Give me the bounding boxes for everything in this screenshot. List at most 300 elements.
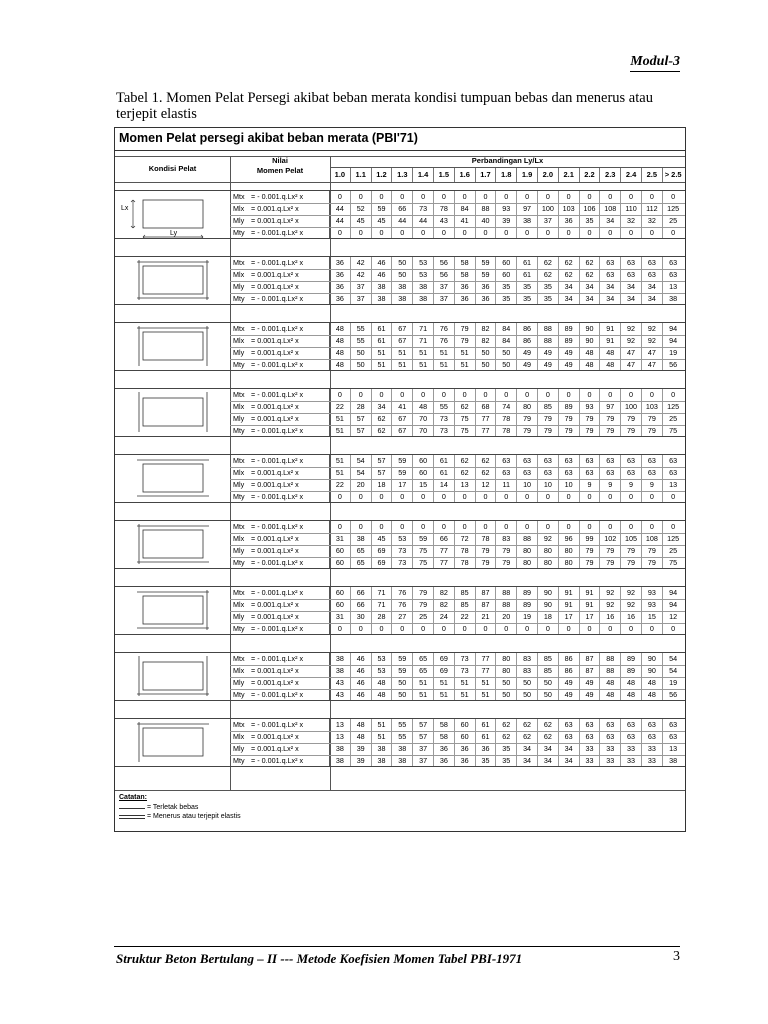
moment-value: 80 [496,653,517,665]
moment-row [230,587,684,599]
plate-condition-group [115,520,685,569]
moment-value: 62 [372,425,393,437]
moment-name: Mlx [233,600,245,609]
moment-row [230,257,684,269]
moment-value: 0 [434,521,455,533]
moment-value: 59 [372,203,393,215]
header-bottom-rule [115,182,685,183]
moment-value: 0 [538,389,559,401]
moment-value: 63 [669,270,678,279]
moment-value: 0 [330,191,351,203]
moment-value: 54 [351,467,372,479]
legend-item-free [119,803,241,812]
moment-value: 54 [669,666,678,675]
moment-value: 50 [538,677,559,689]
moment-value: 62 [517,731,538,743]
moment-value: 33 [600,743,621,755]
moment-value: 62 [580,257,601,269]
ratio-header-cell: 1.3 [392,168,413,182]
moment-value: 51 [476,689,497,701]
moment-value: 0 [392,491,413,503]
moment-value: 79 [413,587,434,599]
moment-formula: = - 0.001.q.Lx² x [251,258,304,267]
moment-value: 93 [496,203,517,215]
moment-value: 70 [413,425,434,437]
moment-value: 76 [434,323,455,335]
moment-name: Mty [233,756,245,765]
moment-value: 0 [600,623,621,635]
moment-value: 57 [413,719,434,731]
moment-value: 37 [413,755,434,767]
moment-value: 0 [600,389,621,401]
moment-value: 93 [580,401,601,413]
moment-value: 63 [642,455,663,467]
moment-value: 75 [669,426,678,435]
moment-value: 57 [351,413,372,425]
moment-value: 42 [351,269,372,281]
row-divider [230,293,685,294]
moment-value: 0 [372,389,393,401]
moment-value: 34 [538,755,559,767]
moment-value: 17 [392,479,413,491]
moment-value: 80 [559,545,580,557]
moment-value: 48 [580,359,601,371]
moment-label [230,215,330,227]
moment-label [230,203,330,215]
moment-value: 63 [580,731,601,743]
plate-support-icon [115,257,230,305]
moment-value: 15 [642,611,663,623]
moment-value: 36 [330,293,351,305]
moment-value: 0 [392,389,413,401]
moment-value: 87 [580,653,601,665]
moment-value: 54 [351,455,372,467]
moment-value: 58 [434,731,455,743]
row-divider [230,689,685,690]
moment-value: 94 [669,336,678,345]
moment-value: 57 [372,467,393,479]
moment-value: 45 [372,533,393,545]
moment-value: 79 [538,413,559,425]
moment-row [230,467,684,479]
moment-value: 48 [642,677,663,689]
moment-value: 75 [455,413,476,425]
moment-value: 63 [642,719,663,731]
moment-value: 35 [496,293,517,305]
moment-value: 75 [669,558,678,567]
moment-name: Mly [233,216,245,225]
moment-name: Mtx [233,324,245,333]
moment-value: 38 [330,743,351,755]
moment-value: 77 [476,665,497,677]
row-divider [230,755,685,756]
moment-value: 66 [351,599,372,611]
moment-value: 87 [476,599,497,611]
plate-condition-group [115,718,685,767]
moment-value: 30 [351,611,372,623]
moment-value: 43 [434,215,455,227]
moment-value: 0 [580,389,601,401]
moment-value: 43 [330,677,351,689]
plate-support-icon [115,455,230,503]
moment-value: 48 [600,689,621,701]
ratio-header-cell: 1.2 [372,168,393,182]
moment-value: 67 [392,425,413,437]
moment-value: 37 [538,215,559,227]
moment-value: 47 [642,347,663,359]
moment-value: 100 [538,203,559,215]
moment-value: 50 [476,359,497,371]
moment-value: 0 [434,623,455,635]
moment-name: Mty [233,426,245,435]
moment-value: 79 [600,413,621,425]
moment-value: 32 [642,215,663,227]
moment-formula: = 0.001.q.Lx² x [251,744,299,753]
moment-value: 44 [330,203,351,215]
moment-value: 22 [455,611,476,623]
moment-value: 79 [642,557,663,569]
moment-value: 34 [559,755,580,767]
moment-value: 0 [351,521,372,533]
moment-value: 79 [455,335,476,347]
moment-value: 13 [330,731,351,743]
moment-value: 0 [538,491,559,503]
moment-value: 51 [434,677,455,689]
moment-name: Mlx [233,468,245,477]
moment-formula: = - 0.001.q.Lx² x [251,192,304,201]
moment-formula: = 0.001.q.Lx² x [251,402,299,411]
moment-value: 61 [434,455,455,467]
moment-value: 50 [496,677,517,689]
moment-row [230,347,684,359]
moment-row [230,191,684,203]
moment-value: 91 [559,587,580,599]
moment-value: 63 [642,257,663,269]
moment-value: 79 [580,545,601,557]
moment-value: 108 [600,203,621,215]
moment-formula: = 0.001.q.Lx² x [251,282,299,291]
row-divider [230,611,685,612]
moment-value: 0 [413,491,434,503]
moment-value: 0 [559,389,580,401]
moment-value: 86 [517,335,538,347]
moment-value: 62 [538,731,559,743]
moment-value: 38 [392,293,413,305]
moment-value: 55 [392,731,413,743]
moment-value: 63 [642,731,663,743]
moment-label [230,677,330,689]
plate-support-icon [115,323,230,371]
moment-row [230,281,684,293]
moment-value: 0 [600,491,621,503]
moment-row [230,335,684,347]
moment-value: 82 [434,587,455,599]
moment-value: 36 [455,743,476,755]
moment-value: 90 [580,323,601,335]
moment-value: 49 [559,359,580,371]
header-nilai-line1: Nilai [272,156,288,165]
moment-row [230,719,684,731]
moment-value: 80 [538,545,559,557]
moment-value: 49 [559,347,580,359]
moment-value: 86 [559,653,580,665]
moment-value: 33 [580,743,601,755]
moment-value: 51 [330,425,351,437]
moment-value: 92 [642,323,663,335]
moment-value: 46 [372,257,393,269]
moment-value: 92 [621,323,642,335]
moment-value: 84 [455,203,476,215]
moment-value: 49 [559,677,580,689]
moment-value: 63 [621,731,642,743]
moment-value: 0 [455,491,476,503]
moment-label [230,335,330,347]
moment-value: 31 [330,533,351,545]
moment-value: 56 [434,257,455,269]
plate-diagram [115,323,230,371]
moment-value: 60 [330,545,351,557]
moment-value: 0 [455,227,476,239]
moment-value: 38 [372,743,393,755]
moment-value: 38 [330,665,351,677]
moment-value: 33 [600,755,621,767]
moment-value: 85 [455,599,476,611]
row-divider [230,335,685,336]
moment-value: 37 [434,281,455,293]
ratio-header-cell: 2.0 [538,168,559,182]
moment-value: 66 [351,587,372,599]
moment-value: 0 [559,227,580,239]
moment-name: Mty [233,690,245,699]
moment-value: 38 [372,281,393,293]
moment-value: 48 [600,347,621,359]
moment-name: Mtx [233,720,245,729]
moment-value: 92 [600,587,621,599]
moment-value: 58 [455,257,476,269]
moment-value: 0 [476,389,497,401]
moment-value: 48 [351,719,372,731]
moment-value: 37 [351,281,372,293]
moment-value: 20 [351,479,372,491]
moment-value: 0 [538,521,559,533]
moment-value: 82 [476,335,497,347]
moment-value: 63 [621,719,642,731]
moment-value: 0 [330,227,351,239]
moment-label [230,521,330,533]
moment-value: 63 [600,467,621,479]
moment-row [230,521,684,533]
moment-value: 33 [580,755,601,767]
moment-value: 0 [392,227,413,239]
moment-value: 77 [476,653,497,665]
title-divider [115,150,685,151]
moment-value: 82 [434,599,455,611]
moment-value: 79 [642,425,663,437]
moment-value: 49 [538,347,559,359]
moment-name: Mtx [233,522,245,531]
moment-value: 34 [517,743,538,755]
moment-value: 60 [413,455,434,467]
moment-name: Mly [233,480,245,489]
moment-value: 0 [330,623,351,635]
moment-value: 79 [517,425,538,437]
moment-value: 51 [372,359,393,371]
moment-name: Mty [233,228,245,237]
moment-value: 87 [476,587,497,599]
moment-formula: = 0.001.q.Lx² x [251,678,299,687]
moment-value: 11 [496,479,517,491]
moment-label [230,653,330,665]
moment-value: 47 [621,359,642,371]
moment-value: 9 [642,479,663,491]
moment-value: 38 [669,756,678,765]
moment-value: 47 [642,359,663,371]
moment-value: 0 [413,191,434,203]
moment-value: 51 [455,347,476,359]
moment-value: 63 [621,467,642,479]
moment-value: 14 [434,479,455,491]
moment-value: 55 [434,401,455,413]
moment-value: 92 [621,599,642,611]
moment-value: 12 [669,612,678,621]
moment-value: 51 [455,677,476,689]
moment-value: 91 [559,599,580,611]
moment-value: 63 [559,719,580,731]
single-line-icon [119,805,145,811]
moment-value: 34 [621,293,642,305]
moment-value: 48 [580,347,601,359]
moment-label [230,401,330,413]
table-title: Momen Pelat persegi akibat beban merata (PBI'71) [119,131,418,145]
moment-value: 38 [372,293,393,305]
moment-value: 50 [476,347,497,359]
row-divider [230,413,685,414]
moment-value: 25 [669,546,678,555]
moment-value: 50 [392,257,413,269]
moment-value: 88 [476,203,497,215]
moment-value: 0 [559,491,580,503]
ly-label: Ly [170,230,178,237]
moment-value: 90 [642,665,663,677]
moment-value: 77 [476,413,497,425]
moment-value: 78 [496,425,517,437]
legend-item-fixed [119,812,241,821]
moment-formula: = - 0.001.q.Lx² x [251,756,304,765]
moment-value: 79 [476,545,497,557]
moment-value: 73 [455,665,476,677]
moment-value: 41 [392,401,413,413]
moment-value: 55 [351,335,372,347]
moment-value: 9 [600,479,621,491]
moment-value: 0 [621,491,642,503]
moment-value: 46 [351,689,372,701]
moment-value: 66 [392,203,413,215]
moment-value: 79 [496,545,517,557]
moment-value: 76 [392,599,413,611]
moment-value: 65 [351,557,372,569]
moment-value: 24 [434,611,455,623]
moment-value: 0 [642,191,663,203]
moment-value: 93 [642,599,663,611]
moment-value: 60 [330,599,351,611]
moment-label [230,731,330,743]
moment-value: 48 [621,677,642,689]
ratio-header-cell: 1.9 [517,168,538,182]
moment-value: 88 [496,587,517,599]
moment-value: 94 [669,600,678,609]
moment-value: 0 [517,623,538,635]
moment-value: 61 [517,257,538,269]
moment-value: 0 [496,491,517,503]
moment-value: 12 [476,479,497,491]
plate-support-icon [115,521,230,569]
moment-value: 100 [621,401,642,413]
moment-label [230,599,330,611]
moment-value: 78 [476,533,497,545]
moment-value: 79 [600,545,621,557]
moment-value: 0 [496,227,517,239]
moment-value: 15 [413,479,434,491]
moment-value: 50 [496,347,517,359]
moment-value: 48 [351,731,372,743]
moment-value: 0 [642,227,663,239]
moment-value: 22 [330,401,351,413]
moment-value: 34 [600,215,621,227]
moment-value: 85 [538,665,559,677]
moment-value: 56 [669,690,678,699]
moment-value: 0 [330,521,351,533]
moment-value: 85 [538,401,559,413]
moment-row [230,731,684,743]
moment-value: 46 [372,269,393,281]
moment-value: 0 [559,191,580,203]
moment-value: 50 [496,689,517,701]
plate-support-icon [115,719,230,767]
moment-value: 0 [351,191,372,203]
moment-value: 0 [372,227,393,239]
moment-label [230,665,330,677]
moment-value: 50 [392,269,413,281]
row-divider [230,359,685,360]
moment-row [230,533,684,545]
moment-value: 0 [351,227,372,239]
moment-value: 37 [413,743,434,755]
moment-value: 50 [392,689,413,701]
moment-name: Mly [233,678,245,687]
moment-value: 110 [621,203,642,215]
moment-value: 79 [496,557,517,569]
moment-value: 62 [372,413,393,425]
moment-formula: = - 0.001.q.Lx² x [251,324,304,333]
moment-name: Mtx [233,192,245,201]
moment-value: 63 [669,732,678,741]
moment-value: 90 [580,335,601,347]
moment-value: 80 [559,557,580,569]
moment-value: 0 [671,390,676,399]
moment-value: 0 [434,227,455,239]
moment-value: 0 [476,521,497,533]
row-divider [230,281,685,282]
moment-value: 0 [372,191,393,203]
moment-value: 90 [642,653,663,665]
moment-value: 35 [517,281,538,293]
moment-value: 51 [372,347,393,359]
moment-value: 48 [372,677,393,689]
moment-value: 21 [476,611,497,623]
moment-value: 36 [476,281,497,293]
moment-formula: = - 0.001.q.Lx² x [251,426,304,435]
moment-value: 45 [351,215,372,227]
